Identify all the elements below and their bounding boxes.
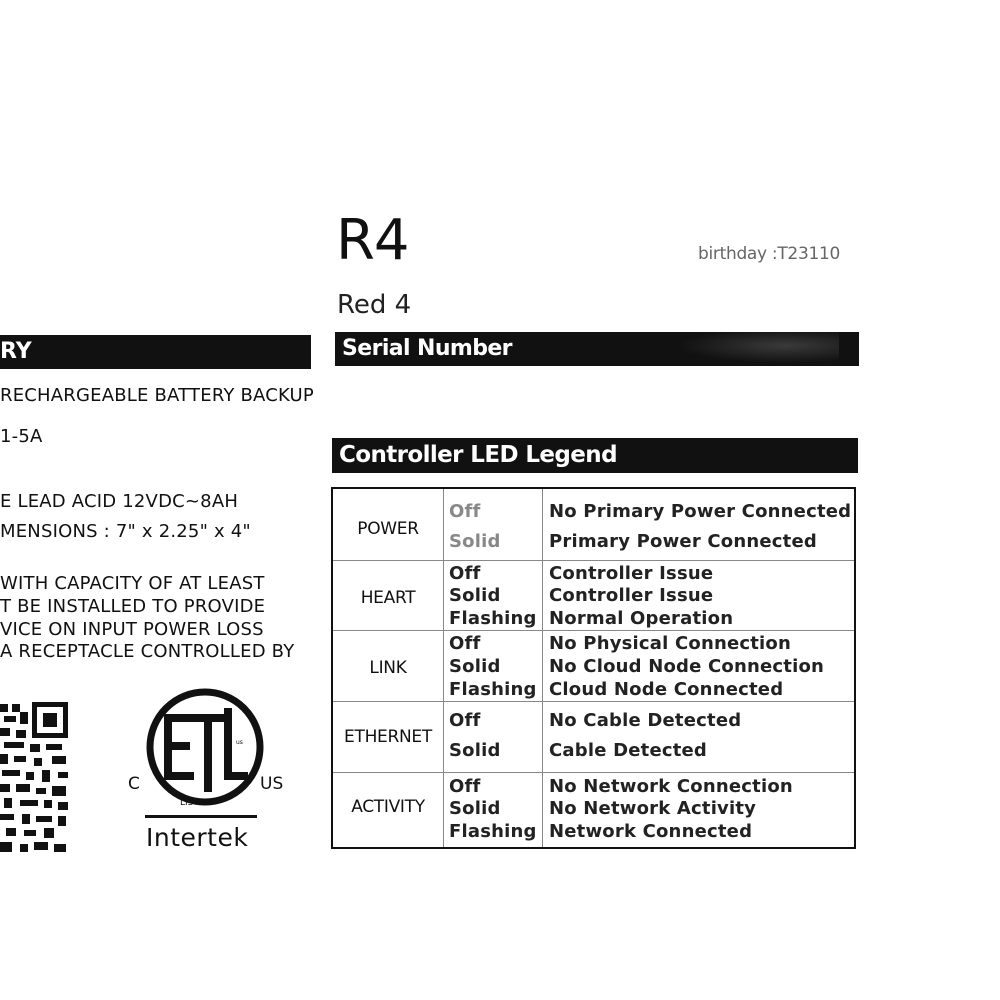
led-legend-table: [331, 487, 856, 849]
led-row-ethernet: [333, 701, 854, 773]
led-description: No Physical Connection: [549, 633, 792, 654]
led-state: Solid: [449, 585, 501, 606]
led-state: Off: [449, 501, 481, 522]
birthday-code: birthday :T23110: [698, 244, 841, 264]
led-row-link: [333, 630, 854, 702]
svg-text:us: us: [236, 739, 243, 746]
led-description: Cable Detected: [549, 740, 708, 761]
led-description: Normal Operation: [549, 608, 734, 629]
led-state: Solid: [449, 740, 501, 761]
led-state: Off: [449, 710, 481, 731]
led-state: Solid: [449, 656, 501, 677]
led-component: POWER: [357, 519, 419, 539]
left-section-bar: RY: [0, 335, 311, 369]
led-state: Solid: [449, 798, 501, 819]
led-legend-bar: Controller LED Legend: [332, 438, 858, 473]
serial-number-bar: Serial Number: [335, 332, 859, 366]
etl-listed-text: LISTED: [180, 798, 212, 808]
led-state: Off: [449, 563, 481, 584]
etl-left-letter: C: [128, 774, 140, 794]
led-component: ACTIVITY: [351, 797, 425, 817]
spec-line-8: A RECEPTACLE CONTROLLED BY: [0, 641, 295, 662]
model-name: Red 4: [337, 290, 412, 320]
led-description: No Cloud Node Connection: [549, 656, 825, 677]
model-code: R4: [336, 208, 409, 273]
led-description: Controller Issue: [549, 585, 714, 606]
led-description: Cloud Node Connected: [549, 679, 784, 700]
spec-line-5: WITH CAPACITY OF AT LEAST: [0, 573, 265, 594]
spec-line-3: E LEAD ACID 12VDC~8AH: [0, 491, 239, 512]
led-component: HEART: [360, 588, 416, 608]
led-row-heart: [333, 560, 854, 631]
led-row-activity: [333, 772, 854, 848]
spec-line-2: 1-5A: [0, 426, 43, 447]
led-state: Solid: [449, 531, 501, 552]
intertek-brand: Intertek: [146, 823, 249, 852]
divider: [145, 815, 257, 818]
etl-right-letters: US: [260, 774, 284, 794]
spec-line-1: RECHARGEABLE BATTERY BACKUP: [0, 385, 314, 406]
led-component: ETHERNET: [344, 727, 432, 747]
led-description: No Network Connection: [549, 776, 793, 797]
led-row-power: [333, 489, 854, 560]
led-description: No Cable Detected: [549, 710, 742, 731]
led-description: Primary Power Connected: [549, 531, 817, 552]
led-description: No Primary Power Connected: [549, 501, 852, 522]
qr-code-icon: [0, 700, 70, 860]
led-state: Off: [449, 776, 481, 797]
led-state: Off: [449, 633, 481, 654]
led-state: Flashing: [449, 821, 537, 842]
led-description: Network Connected: [549, 821, 753, 842]
spec-line-4: MENSIONS : 7" x 2.25" x 4": [0, 521, 251, 542]
spec-line-6: T BE INSTALLED TO PROVIDE: [0, 596, 266, 617]
led-description: Controller Issue: [549, 563, 714, 584]
led-description: No Network Activity: [549, 798, 757, 819]
led-state: Flashing: [449, 679, 537, 700]
led-state: Flashing: [449, 608, 537, 629]
spec-line-7: VICE ON INPUT POWER LOSS: [0, 619, 264, 640]
led-component: LINK: [369, 658, 407, 678]
